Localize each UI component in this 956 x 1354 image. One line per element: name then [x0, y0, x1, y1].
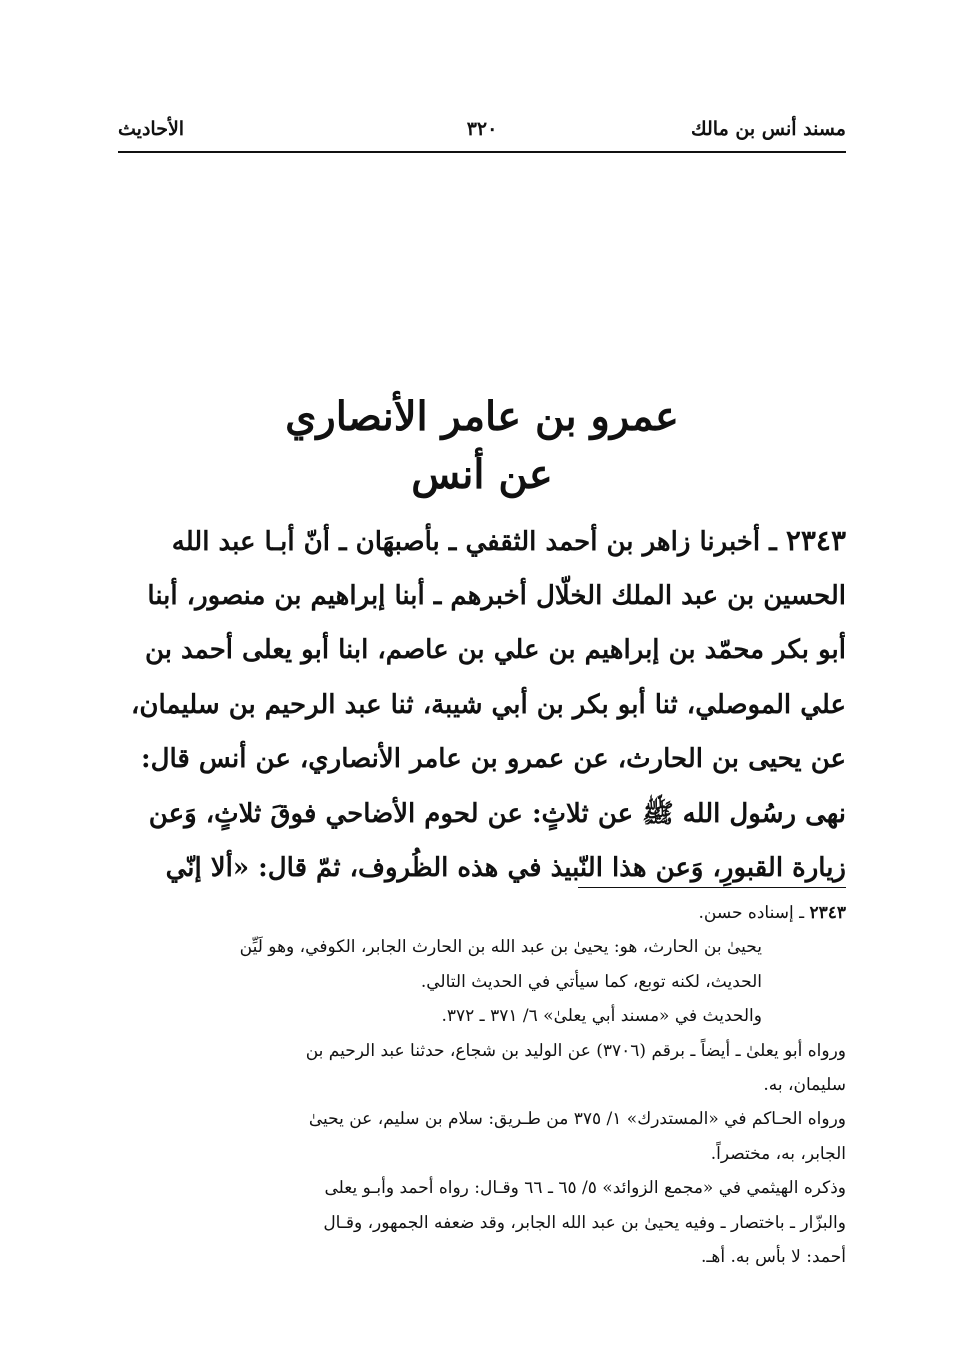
hadith-line: علي الموصلي، ثنا أبو بكر بن أبي شيبة، ثنا عبد الرحيم بن سليمان،: [131, 689, 846, 720]
chapter-title-line-2: عن أنس: [411, 451, 553, 498]
footnote-line: يحيىٰ بن الحارث، هو: يحيىٰ بن عبد الله بن الحارث الجابر، الكوفي، وهو لَيِّن: [239, 937, 762, 958]
chapter-title: [118, 388, 846, 504]
footnote-line: سليمان، به.: [763, 1074, 846, 1095]
hadith-line: أبو بكر محمّد بن إبراهيم بن علي بن عاصم، ابنا أبو يعلى أحمد بن: [144, 635, 846, 665]
footnote-rule: [578, 887, 846, 888]
hadith-line: زيارة القبورِ، وَعن هذا النّبيذ في هذه الظُروف، ثمّ قال: «ألا إنّي: [165, 853, 846, 883]
hadith-line: [118, 514, 846, 569]
footnote-line: وذكره الهيثمي في «مجمع الزوائد» ٥/ ٦٥ ـ ٦٦ وقـال: رواه أحمد وأبـو يعلى: [324, 1178, 846, 1199]
running-header: [118, 114, 846, 146]
page-number: ٣٢٠: [466, 118, 498, 140]
header-rule: [118, 151, 846, 153]
footnote-first-text: ـ إسناده حسن.: [698, 903, 805, 923]
footnote-line: أحمد: لا بأس به. أهـ.: [700, 1246, 846, 1267]
footnote-line: ورواه الحـاكم في «المستدرك» ١/ ٣٧٥ من طـريق: سلام بن سليم، عن يحيىٰ: [308, 1109, 846, 1130]
section-title: الأحاديث: [118, 118, 185, 140]
book-title: مسند أنس بن مالك: [691, 118, 846, 140]
hadith-number: ٢٣٤٣: [785, 524, 846, 557]
hadith-text: [118, 514, 846, 896]
hadith-line-text: ـ أخبرنا زاهر بن أحمد الثقفي ـ بأصبهَان ـ أنّ أبـا عبد الله: [171, 527, 777, 557]
footnotes: [118, 896, 846, 1274]
chapter-title-line-1: عمرو بن عامر الأنصاري: [285, 393, 679, 440]
hadith-line: نهى رسُول الله ﷺ عن ثلاثٍ: عن لحوم الأضاحي فوقَ ثلاثٍ، وَعن: [148, 798, 846, 829]
footnote-line: والبزّار ـ باختصار ـ وفيه يحيىٰ بن عبد الله الجابر، وقد ضعفه الجمهور، وقـال: [323, 1212, 846, 1233]
footnote-line: [118, 896, 846, 930]
footnote-line: الحديث، لكنه توبع، كما سيأتي في الحديث التالي.: [420, 971, 762, 992]
footnote-number: ٢٣٤٣: [809, 903, 846, 923]
hadith-line: عن يحيى بن الحارث، عن عمرو بن عامر الأنصاري، عن أنس قال:: [140, 744, 846, 774]
footnote-line: الجابر، به، مختصراً.: [710, 1143, 846, 1164]
footnote-line: ورواه أبو يعلىٰ ـ أيضاً ـ برقم (٣٧٠٦) عن الوليد بن شجاع، حدثنا عبد الرحيم بن: [305, 1040, 846, 1061]
hadith-line: الحسين بن عبد الملك الخلّال أخبرهم ـ أبنا إبراهيم بن منصور، أبنا: [147, 580, 846, 611]
footnote-line: والحديث في «مسند أبي يعلىٰ» ٦/ ٣٧١ ـ ٣٧٢.: [441, 1006, 762, 1027]
